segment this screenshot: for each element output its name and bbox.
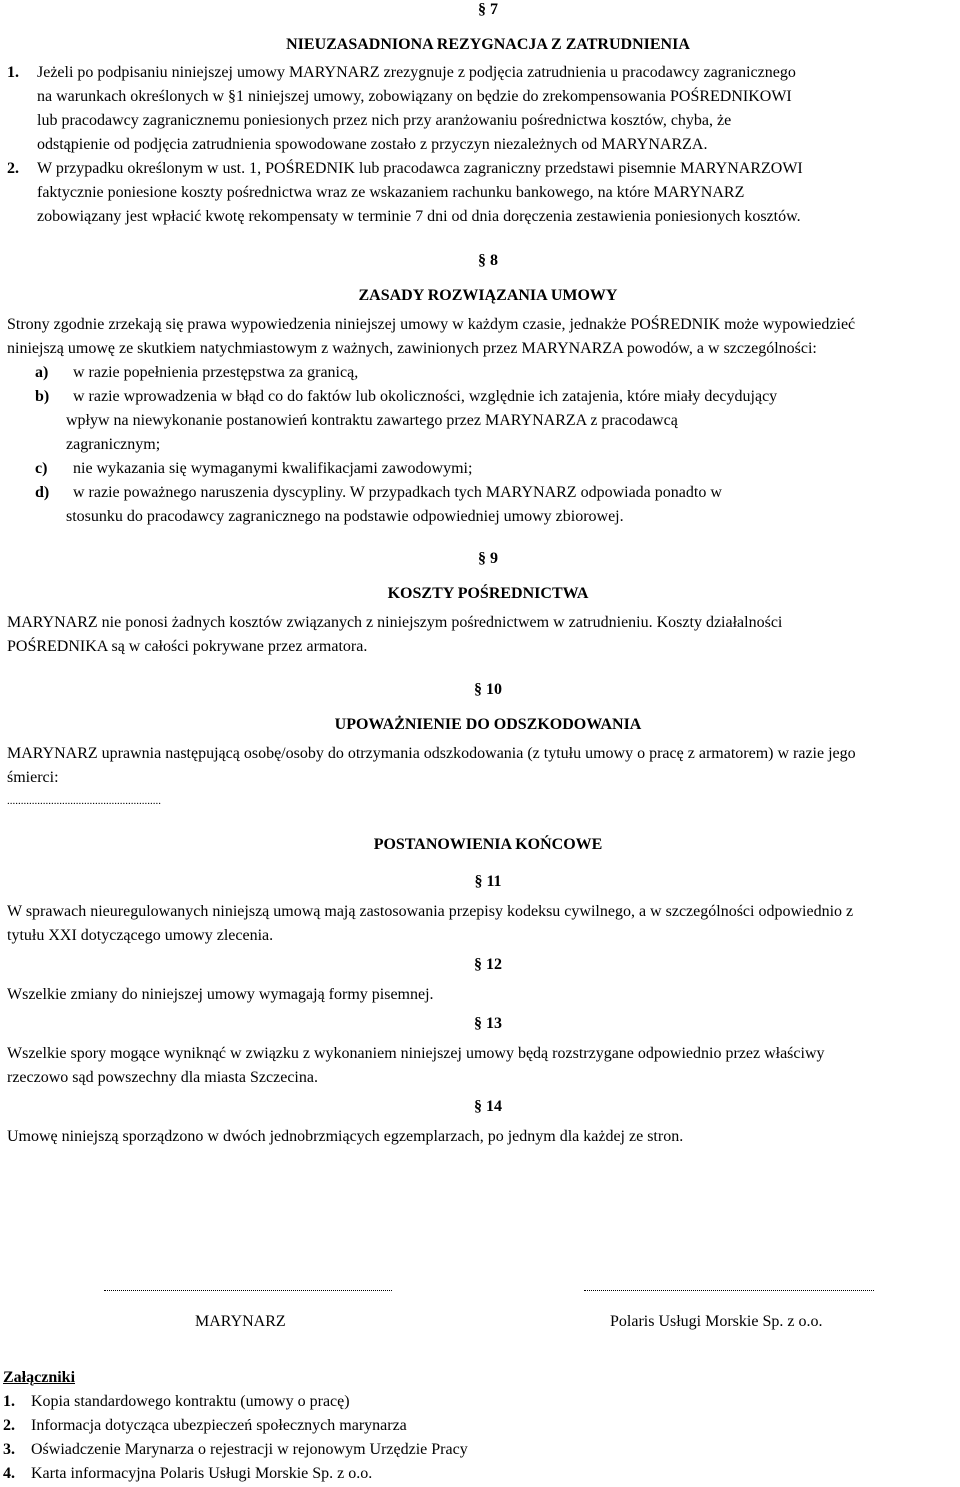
attachments-title: Załączniki [3, 1369, 76, 1386]
section-8-point-d-line: stosunku do pracodawcy zagranicznego na podstawie odpowiedniej umowy zbiorowej. [66, 508, 624, 525]
point-text: w razie popełnienia przestępstwa za granicą, [73, 364, 359, 381]
signature-label-left: MARYNARZ [195, 1313, 286, 1330]
section-10-number: § 10 [474, 681, 502, 698]
section-13-number: § 13 [474, 1015, 502, 1032]
attachment-number: 1. [3, 1393, 15, 1410]
point-text: w razie wprowadzenia w błąd co do faktów lub okoliczności, względnie ich zatajenia, które miały decydujący [73, 388, 778, 405]
section-10-line: MARYNARZ uprawnia następującą osobę/osoby do otrzymania odszkodowania (z tytułu umowy o pracę z armatorem) w razie jego [7, 745, 856, 762]
section-13-line: rzeczowo sąd powszechny dla miasta Szczecina. [7, 1069, 318, 1086]
section-7-item-1-line: odstąpienie od podjęcia zatrudnienia spowodowane zostało z przyczyn niezależnych od MARYNARZA. [37, 136, 708, 153]
point-text: w razie poważnego naruszenia dyscypliny. W przypadkach tych MARYNARZ odpowiada ponadto w [73, 484, 722, 501]
signature-line-left[interactable] [104, 1290, 392, 1291]
section-9-number: § 9 [478, 550, 498, 567]
section-13-line: Wszelkie spory mogące wyniknąć w związku z wykonaniem niniejszej umowy będą rozstrzygane odpowiednio przez właściwy [7, 1045, 825, 1062]
attachment-item: Informacja dotycząca ubezpieczeń społecznych marynarza [31, 1417, 407, 1434]
point-text: nie wykazania się wymaganymi kwalifikacjami zawodowymi; [73, 460, 473, 477]
attachment-item: Kopia standardowego kontraktu (umowy o pracę) [31, 1393, 350, 1410]
item-number: 1. [7, 64, 19, 81]
section-8-intro-line: Strony zgodnie zrzekają się prawa wypowiedzenia niniejszej umowy w każdym czasie, jednakże POŚREDNIK może wypowiedzieć [7, 316, 856, 333]
beneficiary-blank-field[interactable]: ........................................................ [7, 795, 161, 807]
point-label: a) [35, 364, 49, 381]
section-10-line: śmierci: [7, 769, 59, 786]
signature-line-right[interactable] [584, 1290, 874, 1291]
section-7-item-1-line: Jeżeli po podpisaniu niniejszej umowy MARYNARZ zrezygnuje z podjęcia zatrudnienia u pracodawcy zagranicznego [37, 64, 796, 81]
section-7-item-1-line: lub pracodawcy zagranicznemu poniesionych przez nich przy aranżowaniu pośrednictwa kosztów, chyba, że [37, 112, 732, 129]
section-7-item-2-line: W przypadku określonym w ust. 1, POŚREDNIK lub pracodawca zagraniczny przedstawi pisemnie MARYNARZOWI [37, 160, 803, 177]
section-14-number: § 14 [474, 1098, 502, 1115]
item-number: 2. [7, 160, 19, 177]
section-8-intro-line: niniejszą umowę ze skutkiem natychmiastowym z ważnych, zawinionych przez MARYNARZA powodów, a w szczególności: [7, 340, 817, 357]
section-8-point-b-line: zagranicznym; [66, 436, 161, 453]
point-label: b) [35, 388, 50, 405]
point-label: c) [35, 460, 48, 477]
section-9-line: POŚREDNIKA są w całości pokrywane przez armatora. [7, 638, 368, 655]
signature-label-right: Polaris Usługi Morskie Sp. z o.o. [610, 1313, 823, 1330]
section-11-number: § 11 [474, 873, 502, 890]
attachment-number: 4. [3, 1465, 15, 1482]
attachment-item: Karta informacyjna Polaris Usługi Morskie Sp. z o.o. [31, 1465, 373, 1482]
section-7-item-2-line: faktycznie poniesione koszty pośrednictwa wraz ze wskazaniem rachunku bankowego, na które MARYNARZ [37, 184, 745, 201]
section-8-point-b-line: wpływ na niewykonanie postanowień kontraktu zawartego przez MARYNARZA z pracodawcą [66, 412, 678, 429]
section-7-title: NIEUZASADNIONA REZYGNACJA Z ZATRUDNIENIA [286, 36, 690, 53]
section-7-item-1-line: na warunkach określonych w §1 niniejszej umowy, zobowiązany on będzie do zrekompensowania POŚREDNIKOWI [37, 88, 792, 105]
section-10-title: UPOWAŻNIENIE DO ODSZKODOWANIA [334, 716, 642, 733]
section-9-line: MARYNARZ nie ponosi żadnych kosztów związanych z niniejszym pośrednictwem w zatrudnieniu. Koszty działalności [7, 614, 783, 631]
section-11-line: tytułu XXI dotyczącego umowy zlecenia. [7, 927, 274, 944]
section-9-title: KOSZTY POŚREDNICTWA [387, 585, 589, 602]
section-7-number: § 7 [478, 1, 498, 18]
attachment-number: 3. [3, 1441, 15, 1458]
section-7-item-1 [7, 61, 37, 85]
section-7-item-2 [7, 157, 37, 181]
section-8-number: § 8 [478, 252, 498, 269]
section-12-number: § 12 [474, 956, 502, 973]
section-11-line: W sprawach nieuregulowanych niniejszą umową mają zastosowania przepisy kodeksu cywilnego, a w szczególności odpowiednio z [7, 903, 854, 920]
section-8-title: ZASADY ROZWIĄZANIA UMOWY [358, 287, 618, 304]
final-provisions-title: POSTANOWIENIA KOŃCOWE [373, 836, 603, 853]
section-12-text: Wszelkie zmiany do niniejszej umowy wymagają formy pisemnej. [7, 986, 434, 1003]
point-label: d) [35, 484, 50, 501]
section-7-item-2-line: zobowiązany jest wpłacić kwotę rekompensaty w terminie 7 dni od dnia doręczenia zestawienia poniesionych kosztów. [37, 208, 801, 225]
section-14-text: Umowę niniejszą sporządzono w dwóch jednobrzmiących egzemplarzach, po jednym dla każdej ze stron. [7, 1128, 684, 1145]
attachment-number: 2. [3, 1417, 15, 1434]
attachment-item: Oświadczenie Marynarza o rejestracji w rejonowym Urzędzie Pracy [31, 1441, 468, 1458]
